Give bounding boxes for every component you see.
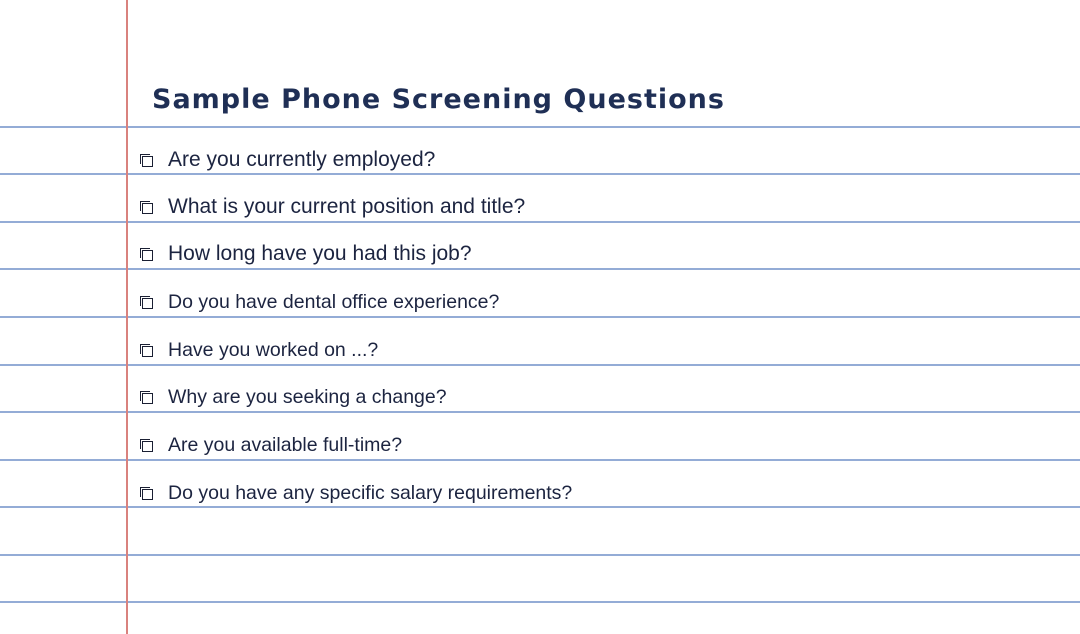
question-item: [140, 430, 402, 460]
checkbox-icon: [140, 248, 153, 261]
ruled-line: [0, 554, 1080, 556]
question-item: [140, 239, 472, 269]
question-text: How long have you had this job?: [168, 242, 472, 265]
checkbox-icon: [140, 154, 153, 167]
margin-line: [126, 0, 128, 634]
question-item: [140, 192, 525, 222]
checkbox-icon: [140, 344, 153, 357]
question-text: Are you available full-time?: [168, 433, 403, 456]
question-text: What is your current position and title?: [168, 195, 526, 218]
question-text: Do you have any specific salary requirements?: [168, 481, 573, 504]
question-text: Have you worked on ...?: [168, 338, 379, 361]
question-item: [140, 382, 447, 412]
page-title: Sample Phone Screening Questions: [152, 84, 725, 115]
question-item: [140, 478, 572, 508]
question-text: Do you have dental office experience?: [168, 290, 500, 313]
question-text: Are you currently employed?: [168, 148, 436, 171]
question-text: Why are you seeking a change?: [168, 385, 447, 408]
question-item: [140, 335, 378, 365]
checkbox-icon: [140, 439, 153, 452]
ruled-line: [0, 601, 1080, 603]
question-item: [140, 145, 435, 175]
checkbox-icon: [140, 487, 153, 500]
question-item: [140, 287, 499, 317]
checkbox-icon: [140, 391, 153, 404]
checkbox-icon: [140, 296, 153, 309]
checkbox-icon: [140, 201, 153, 214]
ruled-line: [0, 126, 1080, 128]
